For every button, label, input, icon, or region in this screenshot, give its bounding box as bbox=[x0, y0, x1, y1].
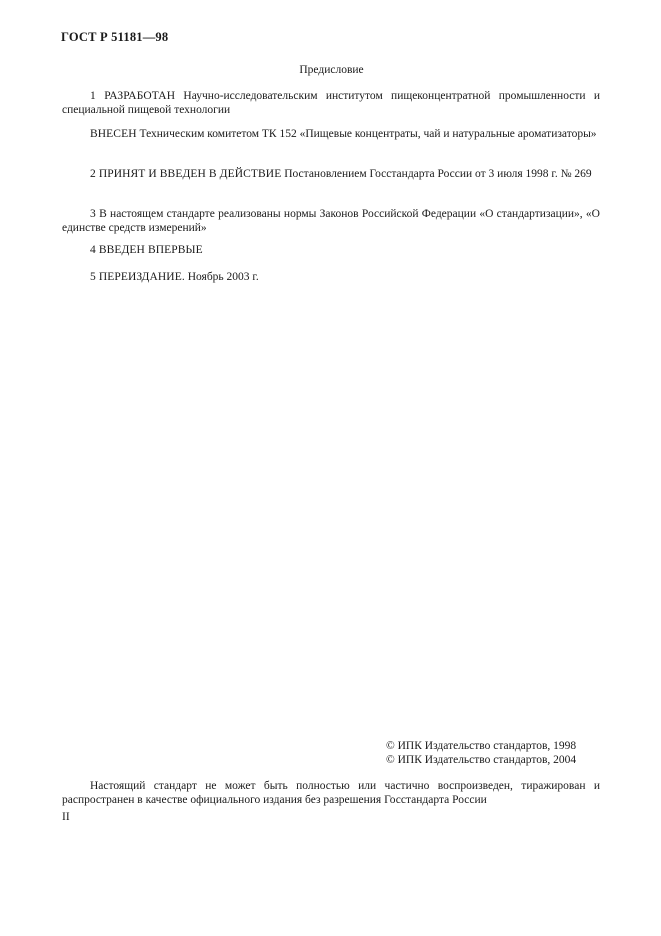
standard-code-header: ГОСТ Р 51181—98 bbox=[61, 30, 169, 44]
paragraph-first-introduced bbox=[62, 243, 600, 257]
paragraph-reissue bbox=[62, 270, 600, 284]
copyright-line: © ИПК Издательство стандартов, 1998 bbox=[386, 740, 577, 752]
paragraph-lead: ВНЕСЕН bbox=[90, 128, 137, 140]
paragraph-lead: 2 ПРИНЯТ И ВВЕДЕН В ДЕЙСТВИЕ bbox=[90, 168, 282, 180]
reproduction-notice: Настоящий стандарт не может быть полностью или частично воспроизведен, тиражирован и распространен в качестве официального издания без разрешения Госстандарта России bbox=[62, 780, 600, 806]
paragraph-developed bbox=[62, 89, 600, 117]
paragraph-lead: 5 ПЕРЕИЗДАНИЕ. bbox=[90, 271, 185, 283]
paragraph-text: Научно-исследовательским институтом пищеконцентратной промышленности и специальной пищевой технологии bbox=[62, 90, 600, 116]
paragraph-text: Техническим комитетом ТК 152 «Пищевые концентраты, чай и натуральные ароматизаторы» bbox=[136, 128, 597, 140]
paragraph-lead: 4 ВВЕДЕН ВПЕРВЫЕ bbox=[90, 244, 203, 256]
page-number: II bbox=[62, 811, 70, 823]
paragraph-adopted bbox=[62, 167, 600, 181]
paragraph-text: В настоящем стандарте реализованы нормы Законов Российской Федерации «О стандартизации», «О единстве средств измерений» bbox=[62, 208, 600, 234]
paragraph-lead: 3 bbox=[90, 208, 96, 220]
paragraph-text: Постановлением Госстандарта России от 3 июля 1998 г. № 269 bbox=[281, 168, 592, 180]
paragraph-lead: 1 РАЗРАБОТАН bbox=[90, 90, 176, 102]
copyright-line: © ИПК Издательство стандартов, 2004 bbox=[386, 754, 577, 766]
copyright-block bbox=[386, 739, 606, 767]
paragraph-text: Ноябрь 2003 г. bbox=[184, 271, 259, 283]
paragraph-introduced bbox=[62, 127, 600, 141]
paragraph-laws bbox=[62, 207, 600, 235]
section-title: Предисловие bbox=[299, 64, 364, 76]
